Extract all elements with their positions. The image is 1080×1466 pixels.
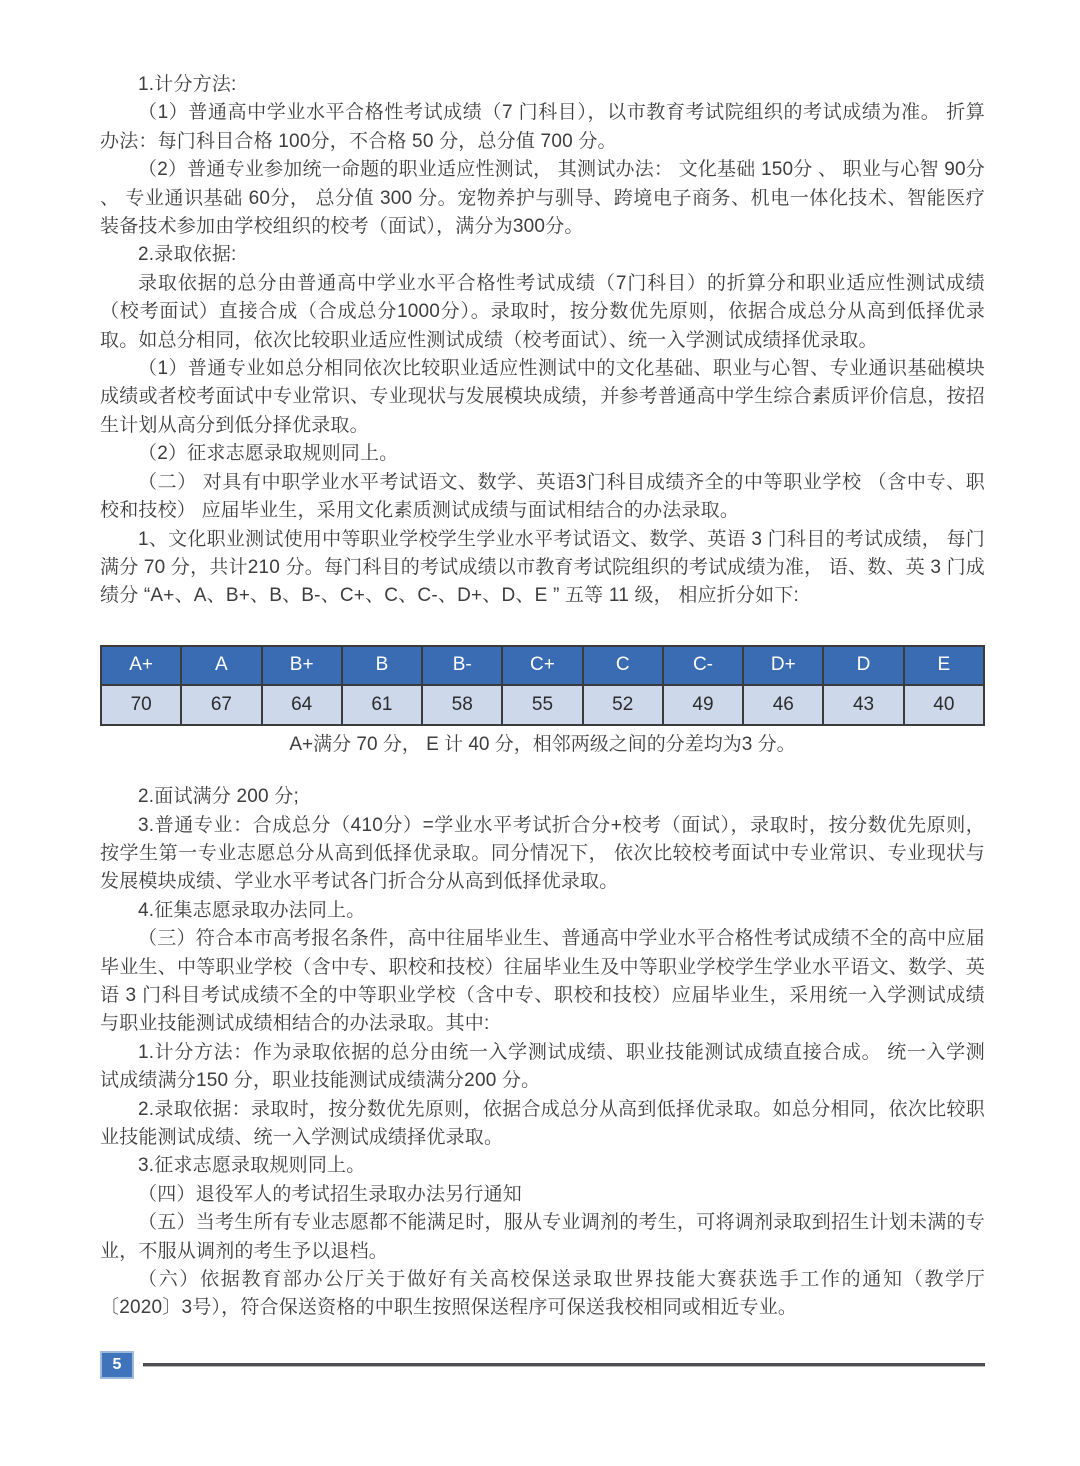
paragraph-scoring-method-title: 1.计分方法:	[138, 74, 237, 95]
paragraph-admission-basis-2: （2）征求志愿录取规则同上。	[138, 443, 399, 465]
grade-score-row	[101, 685, 984, 725]
grade-score-cell: 70	[101, 685, 181, 725]
grade-header-cell: C-	[663, 646, 743, 685]
grade-header-cell: C+	[502, 646, 582, 685]
grade-score-cell: 58	[422, 685, 502, 725]
paragraph-scoring-method-unified: 1.计分方法：作为录取依据的总分由统一入学测试成绩、职业技能测试成绩直接合成。 统一入学测试成绩满分150 分，职业技能测试成绩满分200 分。	[100, 1041, 985, 1092]
grade-score-cell: 46	[743, 685, 823, 725]
grade-conversion-table	[100, 645, 985, 726]
paragraph-interview-score: 2.面试满分 200 分;	[138, 786, 299, 808]
paragraph-scoring-method-1: （1）普通高中学业水平合格性考试成绩（7 门科目），以市教育考试院组织的考试成绩为准。 折算办法：每门科目合格 100分，不合格 50 分，总分值 700 分。	[100, 102, 985, 152]
table-caption: A+满分 70 分， E 计 40 分，相邻两级之间的分差均为3 分。	[289, 733, 796, 755]
grade-score-cell: 49	[663, 685, 743, 725]
paragraph-admission-basis-1: （1）普通专业如总分相同依次比较职业适应性测试中的文化基础、职业与心智、专业通识基础模块成绩或者校考面试中专业常识、专业现状与发展模块成绩，并参考普通高中学生综合素质评价信息，按招生计划从高分到低分择优录取。	[100, 358, 985, 436]
grade-score-cell: 55	[502, 685, 582, 725]
grade-score-cell: 61	[342, 685, 422, 725]
paragraph-section-five-adjustment: （五）当考生所有专业志愿都不能满足时，服从专业调剂的考生，可将调剂录取到招生计划未满的专业，不服从调剂的考生予以退档。	[100, 1212, 985, 1262]
page-number-badge: 5	[100, 1351, 134, 1379]
grade-score-cell: 67	[181, 685, 261, 725]
grade-score-cell: 64	[262, 685, 342, 725]
paragraph-admission-basis: 录取依据的总分由普通高中学业水平合格性考试成绩（7门科目）的折算分和职业适应性测试成绩（校考面试）直接合成（合成总分1000分）。录取时，按分数优先原则，依据合成总分从高到低择优录取。如总分相同，依次比较职业适应性测试成绩（校考面试）、统一入学测试成绩择优录取。	[100, 272, 985, 351]
grade-header-cell: D+	[743, 646, 823, 685]
grade-header-cell: A	[181, 646, 261, 685]
paragraph-section-six-recommendation: （六）依据教育部办公厅关于做好有关高校保送录取世界技能大赛获选手工作的通知（教学厅〔2020〕3号），符合保送资格的中职生按照保送程序可保送我校相同或相近专业。	[100, 1269, 985, 1319]
paragraph-general-major-total: 3.普通专业：合成总分（410分）=学业水平考试折合分+校考（面试），录取时，按分数优先原则，按学生第一专业志愿总分从高到低择优录取。同分情况下， 依次比较校考面试中专业常识、专业现状与发展模块成绩、学业水平考试各门折合分从高到低择优录取。	[100, 814, 985, 893]
document-body	[100, 71, 985, 1323]
grade-header-cell: E	[904, 646, 984, 685]
grade-header-cell: B+	[262, 646, 342, 685]
paragraph-admission-basis-title: 2.录取依据:	[138, 244, 237, 266]
grade-header-cell: A+	[101, 646, 181, 685]
paragraph-section-four-veterans: （四）退役军人的考试招生录取办法另行通知	[138, 1183, 523, 1205]
grade-header-cell: B	[342, 646, 422, 685]
paragraph-admission-basis-unified: 2.录取依据：录取时，按分数优先原则，依据合成总分从高到低择优录取。如总分相同，依次比较职业技能测试成绩、统一入学测试成绩择优录取。	[100, 1098, 985, 1148]
paragraph-request-wish-rule: 3.征求志愿录取规则同上。	[138, 1155, 366, 1177]
grade-score-cell: 40	[904, 685, 984, 725]
grade-header-cell: C	[583, 646, 663, 685]
paragraph-supplementary-wish: 4.征集志愿录取办法同上。	[138, 899, 366, 921]
page-footer	[100, 1351, 985, 1379]
grade-header-cell: B-	[422, 646, 502, 685]
paragraph-scoring-method-2: （2）普通专业参加统一命题的职业适应性测试， 其测试办法： 文化基础 150分 、 职业与心智 90分 、 专业通识基础 60分， 总分值 300 分。宠物养护与驯导、跨境电子商务、机电一体化技术、智能医疗装备技术参加由学校组织的校考（面试），满分为300分。	[100, 159, 985, 238]
paragraph-section-two: （二） 对具有中职学业水平考试语文、数学、英语3门科目成绩齐全的中等职业学校 （含中专、职校和技校） 应届毕业生，采用文化素质测试成绩与面试相结合的办法录取。	[100, 471, 985, 522]
grade-header-cell: D	[823, 646, 903, 685]
grade-score-cell: 43	[823, 685, 903, 725]
grade-header-row	[101, 646, 984, 685]
grade-score-cell: 52	[583, 685, 663, 725]
footer-divider-line	[143, 1363, 985, 1367]
paragraph-section-three: （三）符合本市高考报名条件，高中往届毕业生、普通高中学业水平合格性考试成绩不全的高中应届毕业生、中等职业学校（含中专、职校和技校）往届毕业生及中等职业学校学生学业水平语文、数学、英语 3 门科目考试成绩不全的中等职业学校（含中专、职校和技校）应届毕业生，采用统一入学测试成绩与职业技能测试成绩相结合的办法录取。其中:	[100, 928, 985, 1035]
paragraph-culture-test: 1、文化职业测试使用中等职业学校学生学业水平考试语文、数学、英语 3 门科目的考试成绩， 每门满分 70 分，共计210 分。每门科目的考试成绩以市教育考试院组织的考试成绩为准， 语、数、英 3 门成绩分 “A+、A、B+、B、B-、C+、C、C-、D+、D、E ” 五等 11 级， 相应折分如下:	[100, 528, 985, 607]
